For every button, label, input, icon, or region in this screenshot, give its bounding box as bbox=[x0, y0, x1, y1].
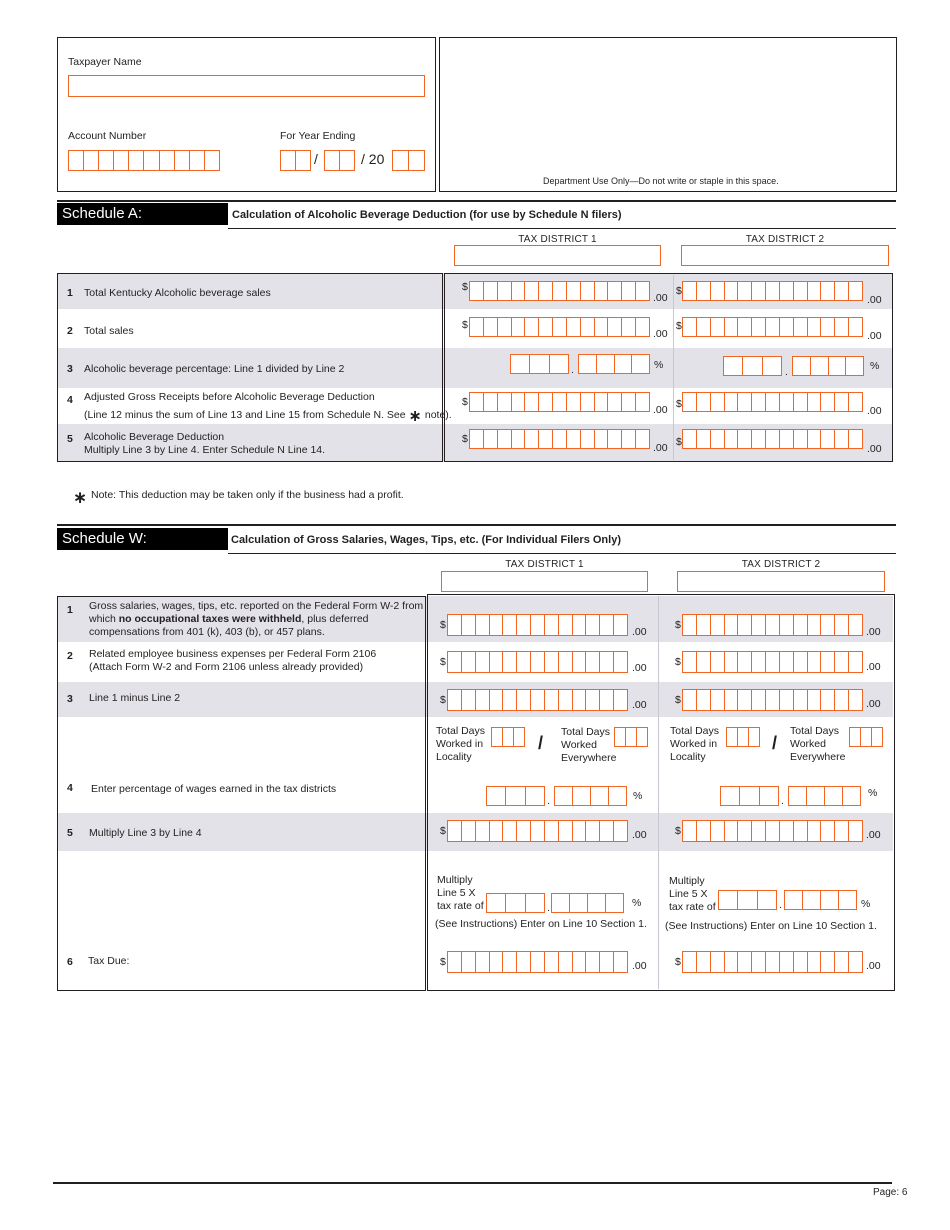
multiply-d1-l3: tax rate of bbox=[437, 900, 484, 912]
see-instructions-d1: (See Instructions) Enter on Line 10 Section 1. bbox=[435, 918, 647, 930]
dollar-sign: $ bbox=[440, 619, 446, 631]
schedule-w-col-divider bbox=[658, 596, 659, 989]
schedule-a-line4-num: 4 bbox=[67, 394, 73, 406]
days-locality-d2-l1: Total Days bbox=[670, 725, 720, 737]
percent-sign: % bbox=[868, 787, 878, 799]
days-locality-d2-l2: Worked in bbox=[670, 738, 718, 750]
dollar-sign: $ bbox=[675, 656, 681, 668]
schedule-w-district1-label: TAX DISTRICT 1 bbox=[505, 559, 584, 570]
schedule-w-line2-a: Related employee business expenses per Federal Form 2106 bbox=[89, 648, 377, 660]
multiply-d2-l1: Multiply bbox=[669, 875, 705, 887]
percent-sign: % bbox=[654, 359, 664, 371]
schedule-a-title: Schedule A: bbox=[57, 203, 228, 225]
schedule-w-line5-d1-input[interactable] bbox=[447, 820, 628, 842]
schedule-w-line4-d1-decimal[interactable] bbox=[554, 786, 627, 806]
days-locality-d1-l3: Locality bbox=[436, 751, 472, 763]
dollar-sign: $ bbox=[676, 285, 682, 297]
schedule-a-line3-d2-whole[interactable] bbox=[723, 356, 782, 376]
schedule-w-bottom-rule bbox=[228, 553, 896, 554]
cents-label: .00 bbox=[866, 829, 881, 841]
schedule-w-line5-d2-input[interactable] bbox=[682, 820, 863, 842]
cents-label: .00 bbox=[866, 661, 881, 673]
dollar-sign: $ bbox=[440, 656, 446, 668]
cents-label: .00 bbox=[653, 328, 668, 340]
schedule-a-line4-text2b: note). bbox=[421, 409, 452, 421]
decimal-point: . bbox=[785, 366, 788, 378]
schedule-a-line5-d2-input[interactable] bbox=[682, 429, 863, 449]
tax-rate-d1-decimal[interactable] bbox=[551, 893, 624, 913]
schedule-w-district2-input[interactable] bbox=[677, 571, 885, 592]
percent-sign: % bbox=[632, 897, 642, 909]
schedule-a-line5-text2: Multiply Line 3 by Line 4. Enter Schedule N Line 14. bbox=[84, 444, 326, 456]
schedule-w-line1-d1-input[interactable] bbox=[447, 614, 628, 636]
dollar-sign: $ bbox=[676, 320, 682, 332]
asterisk-icon: ∗ bbox=[73, 488, 88, 507]
days-locality-d2-input[interactable] bbox=[726, 727, 760, 747]
schedule-a-line1-d1-input[interactable] bbox=[469, 281, 650, 301]
schedule-a-line3-d1-decimal[interactable] bbox=[578, 354, 650, 374]
cents-label: .00 bbox=[632, 829, 647, 841]
schedule-w-title: Schedule W: bbox=[57, 528, 228, 550]
schedule-w-line4-num: 4 bbox=[67, 782, 73, 794]
schedule-w-line4-d1-whole[interactable] bbox=[486, 786, 545, 806]
days-locality-d1-input[interactable] bbox=[491, 727, 525, 747]
schedule-w-line4-d2-decimal[interactable] bbox=[788, 786, 861, 806]
schedule-a-note: Note: This deduction may be taken only if the business had a profit. bbox=[91, 489, 404, 501]
schedule-w-line2-d2-input[interactable] bbox=[682, 651, 863, 673]
schedule-a-line4-d2-input[interactable] bbox=[682, 392, 863, 412]
schedule-w-line3-num: 3 bbox=[67, 693, 73, 705]
cents-label: .00 bbox=[866, 626, 881, 638]
schedule-a-line3-d2-decimal[interactable] bbox=[792, 356, 864, 376]
schedule-w-line6-d2-input[interactable] bbox=[682, 951, 863, 973]
schedule-w-description: Calculation of Gross Salaries, Wages, Tips, etc. (For Individual Filers Only) bbox=[231, 534, 621, 546]
schedule-w-top-rule bbox=[57, 524, 896, 526]
cents-label: .00 bbox=[653, 442, 668, 454]
dollar-sign: $ bbox=[440, 956, 446, 968]
year-input[interactable] bbox=[392, 150, 425, 171]
days-locality-d1-l1: Total Days bbox=[436, 725, 486, 737]
schedule-w-line2-b: (Attach Form W-2 and Form 2106 unless already provided) bbox=[89, 661, 364, 673]
account-number-input[interactable] bbox=[68, 150, 220, 171]
schedule-a-line1-num: 1 bbox=[67, 287, 73, 299]
days-everywhere-d1-l3: Everywhere bbox=[561, 752, 617, 764]
schedule-a-line3-num: 3 bbox=[67, 363, 73, 375]
days-everywhere-d1-l1: Total Days bbox=[561, 726, 611, 738]
cents-label: .00 bbox=[632, 626, 647, 638]
schedule-w-line1-num: 1 bbox=[67, 604, 73, 616]
schedule-a-line5-num: 5 bbox=[67, 433, 73, 445]
days-everywhere-d2-l3: Everywhere bbox=[790, 751, 846, 763]
schedule-w-line4-d2-whole[interactable] bbox=[720, 786, 779, 806]
year-slash: / bbox=[314, 151, 318, 167]
schedule-a-line1-d2-input[interactable] bbox=[682, 281, 863, 301]
schedule-a-district2-label: TAX DISTRICT 2 bbox=[745, 234, 825, 245]
year-prefix: / 20 bbox=[361, 151, 385, 167]
dept-use-box bbox=[439, 37, 897, 192]
dollar-sign: $ bbox=[440, 825, 446, 837]
schedule-a-line5-d1-input[interactable] bbox=[469, 429, 650, 449]
asterisk-icon: ∗ bbox=[408, 408, 422, 425]
taxpayer-name-label: Taxpayer Name bbox=[68, 56, 142, 68]
schedule-a-district1-label: TAX DISTRICT 1 bbox=[518, 234, 597, 245]
schedule-w-line1-a: Gross salaries, wages, tips, etc. reported on the Federal Form W-2 from bbox=[89, 600, 424, 612]
schedule-w-line6-text: Tax Due: bbox=[88, 955, 130, 967]
schedule-a-line5-text1: Alcoholic Beverage Deduction bbox=[84, 431, 225, 443]
multiply-d2-l3: tax rate of bbox=[669, 901, 716, 913]
year-ending-label: For Year Ending bbox=[280, 130, 356, 142]
percent-sign: % bbox=[633, 790, 643, 802]
schedule-a-top-rule bbox=[57, 200, 896, 202]
days-everywhere-d2-l1: Total Days bbox=[790, 725, 840, 737]
schedule-w-line5-text: Multiply Line 3 by Line 4 bbox=[89, 827, 202, 839]
tax-rate-d2-decimal[interactable] bbox=[784, 890, 857, 910]
percent-sign: % bbox=[861, 898, 871, 910]
cents-label: .00 bbox=[866, 960, 881, 972]
schedule-w-line1-b-post: , plus deferred bbox=[301, 613, 369, 625]
dollar-sign: $ bbox=[462, 319, 468, 331]
decimal-point: . bbox=[571, 364, 574, 376]
footer-rule bbox=[53, 1182, 892, 1184]
cents-label: .00 bbox=[632, 960, 647, 972]
schedule-w-line1-b-bold: no occupational taxes were withheld bbox=[118, 613, 302, 625]
days-everywhere-d1-l2: Worked bbox=[561, 739, 597, 751]
cents-label: .00 bbox=[867, 330, 882, 342]
schedule-a-line1-text: Total Kentucky Alcoholic beverage sales bbox=[84, 287, 271, 299]
multiply-d2-l2: Line 5 X bbox=[669, 888, 708, 900]
cents-label: .00 bbox=[866, 698, 881, 710]
cents-label: .00 bbox=[653, 404, 668, 416]
multiply-d1-l2: Line 5 X bbox=[437, 887, 476, 899]
schedule-w-line1-c: compensations from 401 (k), 403 (b), or 457 plans. bbox=[89, 626, 325, 638]
schedule-a-line3-d1-whole[interactable] bbox=[510, 354, 569, 374]
tax-rate-d1-whole[interactable] bbox=[486, 893, 545, 913]
dollar-sign: $ bbox=[675, 956, 681, 968]
schedule-w-district2-label: TAX DISTRICT 2 bbox=[741, 559, 821, 570]
percent-sign: % bbox=[870, 360, 880, 372]
schedule-w-line1-b-pre: which bbox=[89, 613, 119, 625]
dept-use-text: Department Use Only—Do not write or staple in this space. bbox=[543, 176, 779, 186]
schedule-a-col-divider bbox=[673, 275, 674, 460]
schedule-a-district1-input[interactable] bbox=[454, 245, 661, 266]
dollar-sign: $ bbox=[675, 825, 681, 837]
decimal-point: . bbox=[779, 899, 782, 911]
schedule-w-line4-text: Enter percentage of wages earned in the tax districts bbox=[91, 783, 337, 795]
dollar-sign: $ bbox=[462, 281, 468, 293]
schedule-a-line2-d1-input[interactable] bbox=[469, 317, 650, 337]
year-month-input[interactable] bbox=[280, 150, 311, 171]
page-number: Page: 6 bbox=[873, 1187, 908, 1198]
schedule-w-line6-d1-input[interactable] bbox=[447, 951, 628, 973]
schedule-a-line2-num: 2 bbox=[67, 325, 73, 337]
schedule-w-line2-d1-input[interactable] bbox=[447, 651, 628, 673]
schedule-a-line4-text2a: (Line 12 minus the sum of Line 13 and Line 15 from Schedule N. See bbox=[84, 409, 409, 421]
days-everywhere-d1-input[interactable] bbox=[614, 727, 648, 747]
tax-rate-d2-whole[interactable] bbox=[718, 890, 777, 910]
cents-label: .00 bbox=[632, 699, 647, 711]
cents-label: .00 bbox=[867, 405, 882, 417]
cents-label: .00 bbox=[867, 443, 882, 455]
schedule-a-line3-text: Alcoholic beverage percentage: Line 1 divided by Line 2 bbox=[84, 363, 345, 375]
cents-label: .00 bbox=[653, 292, 668, 304]
slash-divider: / bbox=[538, 733, 544, 753]
schedule-a-description: Calculation of Alcoholic Beverage Deduction (for use by Schedule N filers) bbox=[232, 209, 622, 221]
taxpayer-name-input[interactable] bbox=[68, 75, 425, 97]
schedule-w-line2-num: 2 bbox=[67, 650, 73, 662]
schedule-a-line4-d1-input[interactable] bbox=[469, 392, 650, 412]
dollar-sign: $ bbox=[462, 433, 468, 445]
schedule-a-bottom-rule bbox=[228, 228, 896, 229]
schedule-a-line2-text: Total sales bbox=[84, 325, 134, 337]
decimal-point: . bbox=[781, 795, 784, 807]
dollar-sign: $ bbox=[440, 694, 446, 706]
schedule-a-district2-input[interactable] bbox=[681, 245, 889, 266]
see-instructions-d2: (See Instructions) Enter on Line 10 Section 1. bbox=[665, 920, 877, 932]
decimal-point: . bbox=[547, 795, 550, 807]
schedule-a-line4-text1: Adjusted Gross Receipts before Alcoholic Beverage Deduction bbox=[84, 391, 375, 403]
schedule-w-line6-num: 6 bbox=[67, 956, 73, 968]
slash-divider: / bbox=[772, 733, 778, 753]
schedule-w-line3-text: Line 1 minus Line 2 bbox=[89, 692, 181, 704]
dollar-sign: $ bbox=[462, 396, 468, 408]
year-day-input[interactable] bbox=[324, 150, 355, 171]
days-locality-d1-l2: Worked in bbox=[436, 738, 484, 750]
schedule-w-line1-d2-input[interactable] bbox=[682, 614, 863, 636]
days-everywhere-d2-input[interactable] bbox=[849, 727, 883, 747]
days-locality-d2-l3: Locality bbox=[670, 751, 706, 763]
cents-label: .00 bbox=[632, 662, 647, 674]
schedule-w-line1-b bbox=[89, 613, 369, 626]
schedule-w-district1-input[interactable] bbox=[441, 571, 648, 592]
schedule-w-line3-d1-input[interactable] bbox=[447, 689, 628, 711]
multiply-d1-l1: Multiply bbox=[437, 874, 473, 886]
schedule-w-line3-d2-input[interactable] bbox=[682, 689, 863, 711]
account-number-label: Account Number bbox=[68, 130, 147, 142]
dollar-sign: $ bbox=[675, 619, 681, 631]
dollar-sign: $ bbox=[676, 398, 682, 410]
schedule-a-line2-d2-input[interactable] bbox=[682, 317, 863, 337]
days-everywhere-d2-l2: Worked bbox=[790, 738, 826, 750]
schedule-a-line4-text2 bbox=[84, 404, 452, 424]
schedule-w-line5-num: 5 bbox=[67, 827, 73, 839]
dollar-sign: $ bbox=[675, 694, 681, 706]
dollar-sign: $ bbox=[676, 436, 682, 448]
cents-label: .00 bbox=[867, 294, 882, 306]
decimal-point: . bbox=[547, 902, 550, 914]
